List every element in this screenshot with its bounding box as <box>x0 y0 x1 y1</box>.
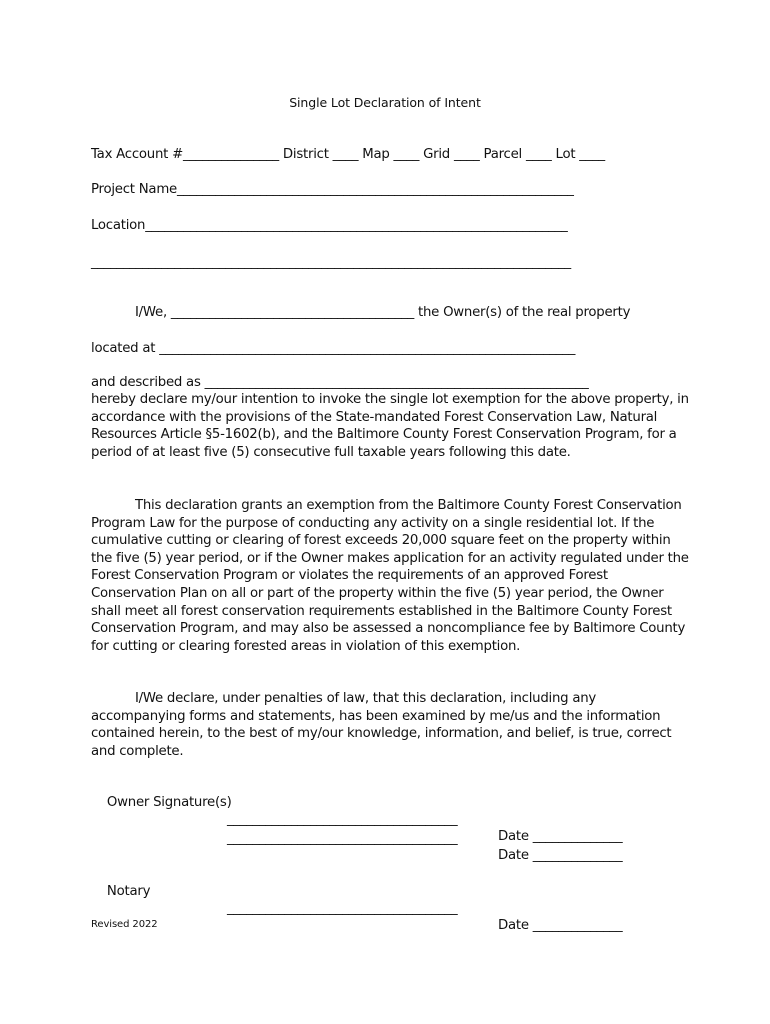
revision-note: Revised 2022 <box>91 919 158 930</box>
location-continuation-line: ___________________________________________________________________________ <box>91 255 571 270</box>
owner-declaration-line: I/We, ______________________________________ the Owner(s) of the real property <box>135 305 631 320</box>
tax-account-line: Tax Account #_______________ District ____ Map ____ Grid ____ Parcel ____ Lot ____ <box>91 147 605 162</box>
owner-signature-field[interactable]: ____________________________________ <box>227 812 458 827</box>
paragraph-affirmation-text: I/We declare, under penalties of law, that this declaration, including any accompanying forms and statements, has been examined by me/us and the information contained herein, to the best of my/our knowledge, information, and belief, is true, correct and complete. <box>91 691 672 759</box>
paragraph-exemption-text: This declaration grants an exemption from the Baltimore County Forest Conservation Program Law for the purpose of conducting any activity on a single residential lot. If the cumulative cutting or clearing of forest exceeds 20,000 square feet on the property within the five (5) year period, or if the Owner makes application for an activity regulated under the Forest Conservation Program or violates the requirements of an approved Forest Conservation Plan on all or part of the property within the five (5) year period, the Owner shall meet all forest conservation requirements established in the Baltimore County Forest Conservation Program, and may also be assessed a noncompliance fee by Baltimore County for cutting or clearing forested areas in violation of this exemption. <box>91 498 689 654</box>
document-title: Single Lot Declaration of Intent <box>289 95 481 110</box>
notary-label: Notary <box>106 884 151 899</box>
location-line: Location__________________________________________________________________ <box>91 218 568 233</box>
paragraph-exemption <box>91 497 691 655</box>
owner-signature-label: Owner Signature(s) <box>106 795 232 810</box>
described-as-line: and described as ____________________________________________________________ <box>91 375 589 390</box>
located-at-line: located at _________________________________________________________________ <box>91 341 576 356</box>
owner-date-field[interactable]: Date ______________ <box>498 829 623 844</box>
notary-signature-field[interactable]: ____________________________________ <box>227 901 458 916</box>
paragraph-affirmation <box>91 690 691 760</box>
owner-signature-row-2 <box>91 813 691 863</box>
project-name-line: Project Name______________________________________________________________ <box>91 182 574 197</box>
owner-signature-field-2[interactable]: ____________________________________ <box>227 831 458 846</box>
owner-date-field-2[interactable]: Date ______________ <box>498 848 623 863</box>
notary-date-field[interactable]: Date ______________ <box>498 918 623 933</box>
paragraph-intent: hereby declare my/our intention to invoke the single lot exemption for the above property, in accordance with the provisions of the State-mandated Forest Conservation Law, Natural Resources Article §5-1602(b), and the Baltimore County Forest Conservation Program, for a period of at least five (5) consecutive full taxable years following this date. <box>91 392 689 460</box>
owner-signature-row <box>91 777 691 844</box>
